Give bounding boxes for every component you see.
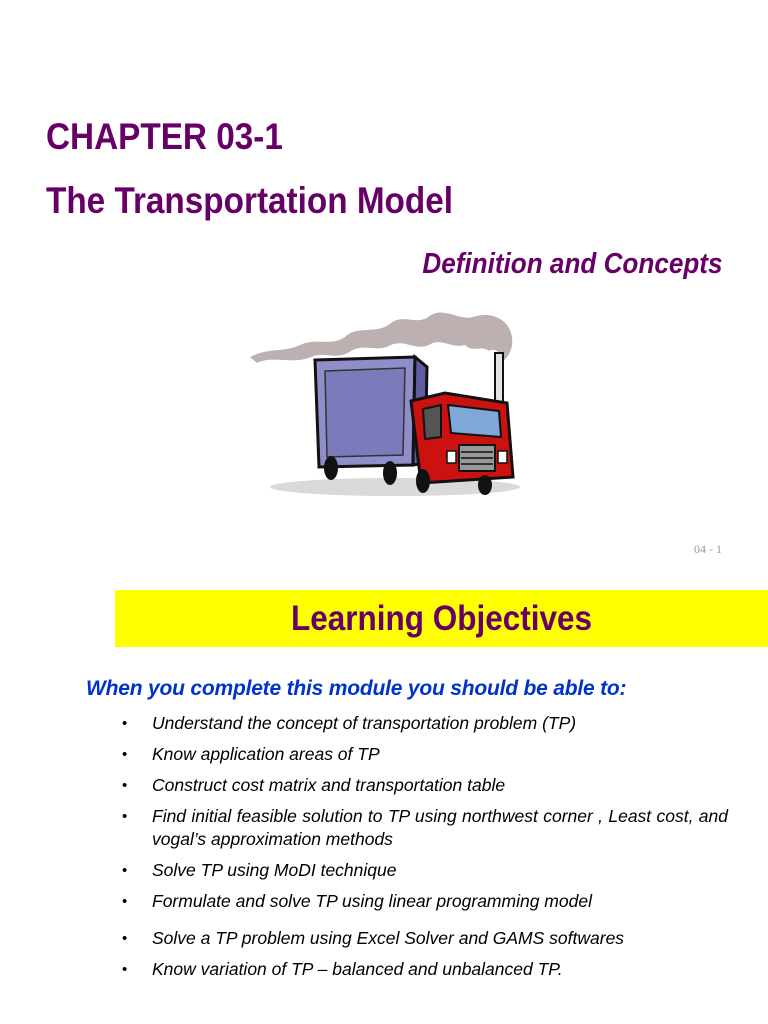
wheel [478,475,492,495]
list-item [120,712,728,735]
bullet-icon: • [122,893,128,910]
list-item [120,743,728,766]
objective-text: Know variation of TP – balanced and unbalanced TP. [152,959,563,979]
bullet-icon: • [122,930,128,947]
wheel [383,461,397,485]
page-number: 04 - 1 [694,542,722,556]
objective-text: Solve a TP problem using Excel Solver and GAMS softwares [152,928,625,948]
bullet-icon: • [122,808,128,825]
headlight [447,451,456,463]
objective-text: Know application areas of TP [152,744,380,764]
list-item [120,958,728,981]
smoke-plume [250,312,512,363]
objective-text: Construct cost matrix and transportation table [152,775,506,795]
subtitle: Definition and Concepts [421,248,722,280]
bullet-icon: • [122,715,128,732]
objectives-intro: When you complete this module you should be able to: [86,677,627,700]
objectives-banner [115,590,768,647]
list-item [120,859,728,882]
objective-text: Formulate and solve TP using linear programming model [152,891,592,911]
wheel [416,469,430,493]
objective-text: Solve TP using MoDI technique [152,860,397,880]
list-item [120,805,728,851]
bullet-icon: • [122,862,128,879]
headlight [498,451,507,463]
objective-text: Find initial feasible solution to TP using northwest corner , Least cost, and vogal’s approximation methods [152,806,728,849]
objectives-list [120,712,728,989]
list-item [120,927,728,950]
wheel [324,456,338,480]
page-title: The Transportation Model [46,180,454,221]
bullet-icon: • [122,746,128,763]
list-item [120,890,728,913]
list-item [120,774,728,797]
objectives-title: Learning Objectives [290,599,593,638]
chapter-title: CHAPTER 03-1 [46,116,283,157]
truck-illustration [245,305,525,500]
windshield [448,405,501,437]
objective-text: Understand the concept of transportation problem (TP) [152,713,577,733]
bullet-icon: • [122,777,128,794]
bullet-icon: • [122,961,128,978]
